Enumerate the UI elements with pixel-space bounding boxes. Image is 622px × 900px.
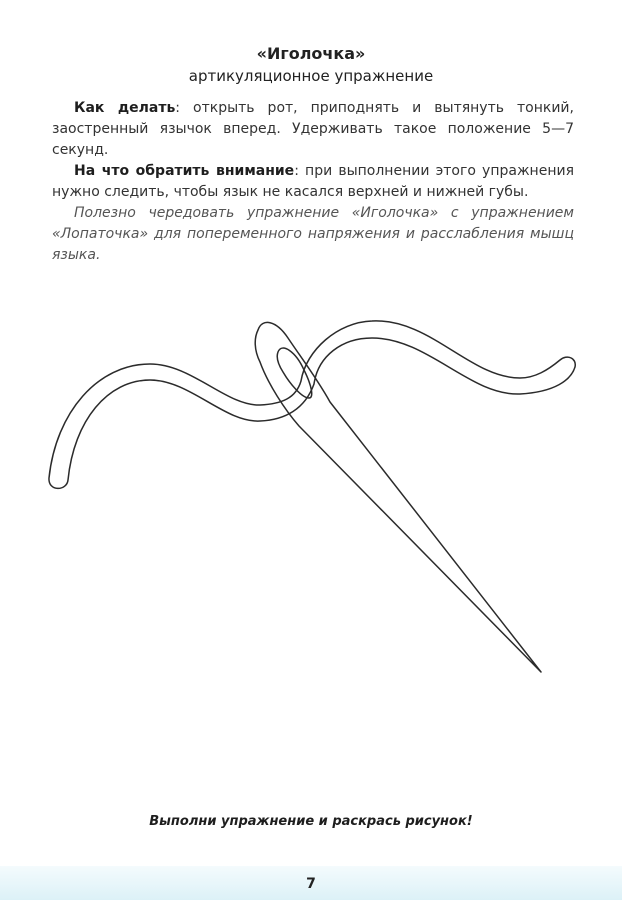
page-number: 7 <box>306 876 316 892</box>
needle-eye <box>277 348 311 398</box>
how-to-paragraph <box>52 98 574 161</box>
needle-and-thread-icon <box>0 300 622 700</box>
attention-label: На что обратить внимание <box>74 163 295 179</box>
how-to-label: Как делать <box>74 100 176 116</box>
page-title: «Иголочка» <box>256 44 366 63</box>
page-subtitle: артикуляционное упражнение <box>188 67 434 85</box>
attention-paragraph <box>52 161 574 203</box>
attention-text: : при выполнении этого упражнения нужно следить, чтобы язык не касался верхней и нижней губы. <box>52 163 575 200</box>
instruction-text: Выполни упражнение и раскрась рисунок! <box>149 814 473 829</box>
exercise-description <box>52 98 574 266</box>
thread-shape <box>49 321 575 488</box>
tip-paragraph: Полезно чередовать упражнение «Иголочка» с упражнением «Лопаточка» для попеременного напряжения и расслабления мышц языка. <box>52 205 574 263</box>
how-to-text: : открыть рот, приподнять и вытянуть тонкий, заостренный язычок вперед. Удерживать такое положение 5—7 секунд. <box>52 100 574 158</box>
